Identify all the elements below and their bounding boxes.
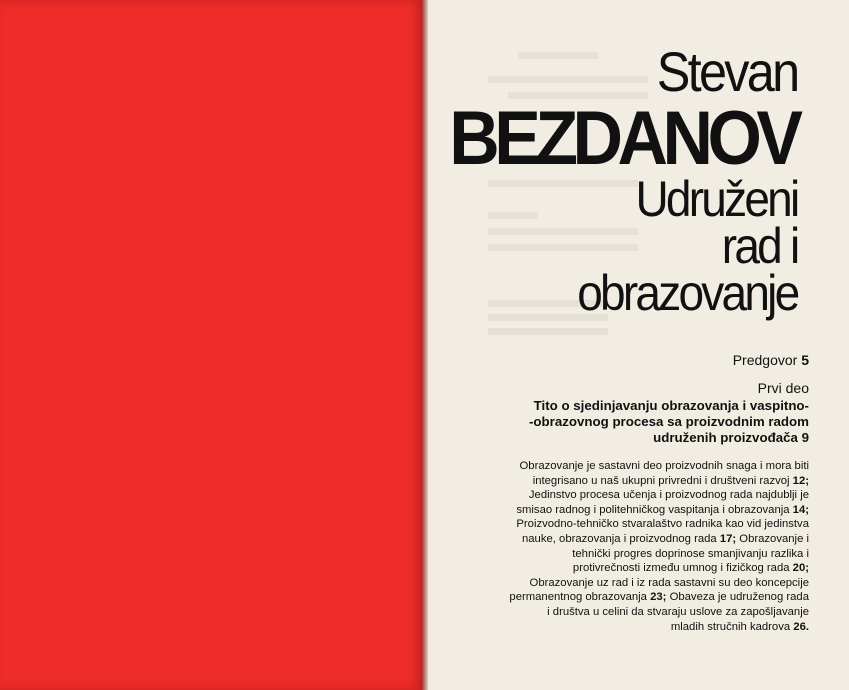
toc-part1-summary bbox=[492, 459, 809, 634]
toc-part1-page: 9 bbox=[801, 430, 809, 445]
book-title-line-1: Udruženi bbox=[634, 171, 797, 227]
title-block bbox=[419, 40, 797, 321]
summary-line: tehnički progres doprinose smanjivanju razlika i bbox=[572, 547, 809, 560]
toc-part1-title bbox=[479, 398, 809, 446]
toc-preface-label: Predgovor bbox=[732, 352, 798, 368]
summary-line: protivrečnosti između umnog i fizičkog rada 20; bbox=[572, 562, 809, 575]
summary-line: i društva u celini da stvaraju uslove za zapošljavanje bbox=[547, 605, 809, 618]
summary-line: Proizvodno-tehničko stvaralaštvo radnika kao vid jedinstva bbox=[516, 518, 809, 531]
summary-line: Jedinstvo procesa učenja i proizvodnog rada najdublji je bbox=[528, 489, 809, 502]
toc-preface-page: 5 bbox=[801, 352, 809, 368]
summary-line: mladih stručnih kadrova 26. bbox=[670, 620, 809, 633]
summary-line: smisao radnog i politehničkog vaspitanja i obrazovanja 14; bbox=[516, 503, 809, 516]
book-title-line-2: rad i bbox=[721, 218, 797, 274]
book-title-line-3: obrazovanje bbox=[576, 265, 797, 321]
author-first-name: Stevan bbox=[656, 40, 797, 103]
author-last-name: BEZDANOV bbox=[448, 96, 797, 181]
toc-part1-title-line-last: udruženih proizvođača 9 bbox=[653, 430, 809, 445]
toc-part1-title-line: Tito o sjedinjavanju obrazovanja i vaspitno- bbox=[533, 398, 809, 413]
show-through-text bbox=[488, 328, 608, 335]
summary-line: permanentnog obrazovanja 23; Obaveza je udruženog rada bbox=[509, 591, 809, 604]
summary-line: Obrazovanje uz rad i iz rada sastavni su deo koncepcije bbox=[529, 576, 809, 589]
summary-line: Obrazovanje je sastavni deo proizvodnih snaga i mora biti bbox=[519, 460, 809, 472]
summary-line: nauke, obrazovanja i proizvodnog rada 17; Obrazovanje i bbox=[521, 532, 809, 545]
toc-part1-label: Prvi deo bbox=[757, 380, 809, 396]
toc-part1-title-line: -obrazovnog procesa sa proizvodnim radom bbox=[528, 414, 809, 429]
summary-line: integrisano u naš ukupni privredni i društveni razvoj 12; bbox=[532, 474, 809, 487]
table-of-contents bbox=[479, 352, 809, 446]
red-endpaper-page bbox=[0, 0, 423, 690]
toc-preface bbox=[479, 352, 809, 368]
